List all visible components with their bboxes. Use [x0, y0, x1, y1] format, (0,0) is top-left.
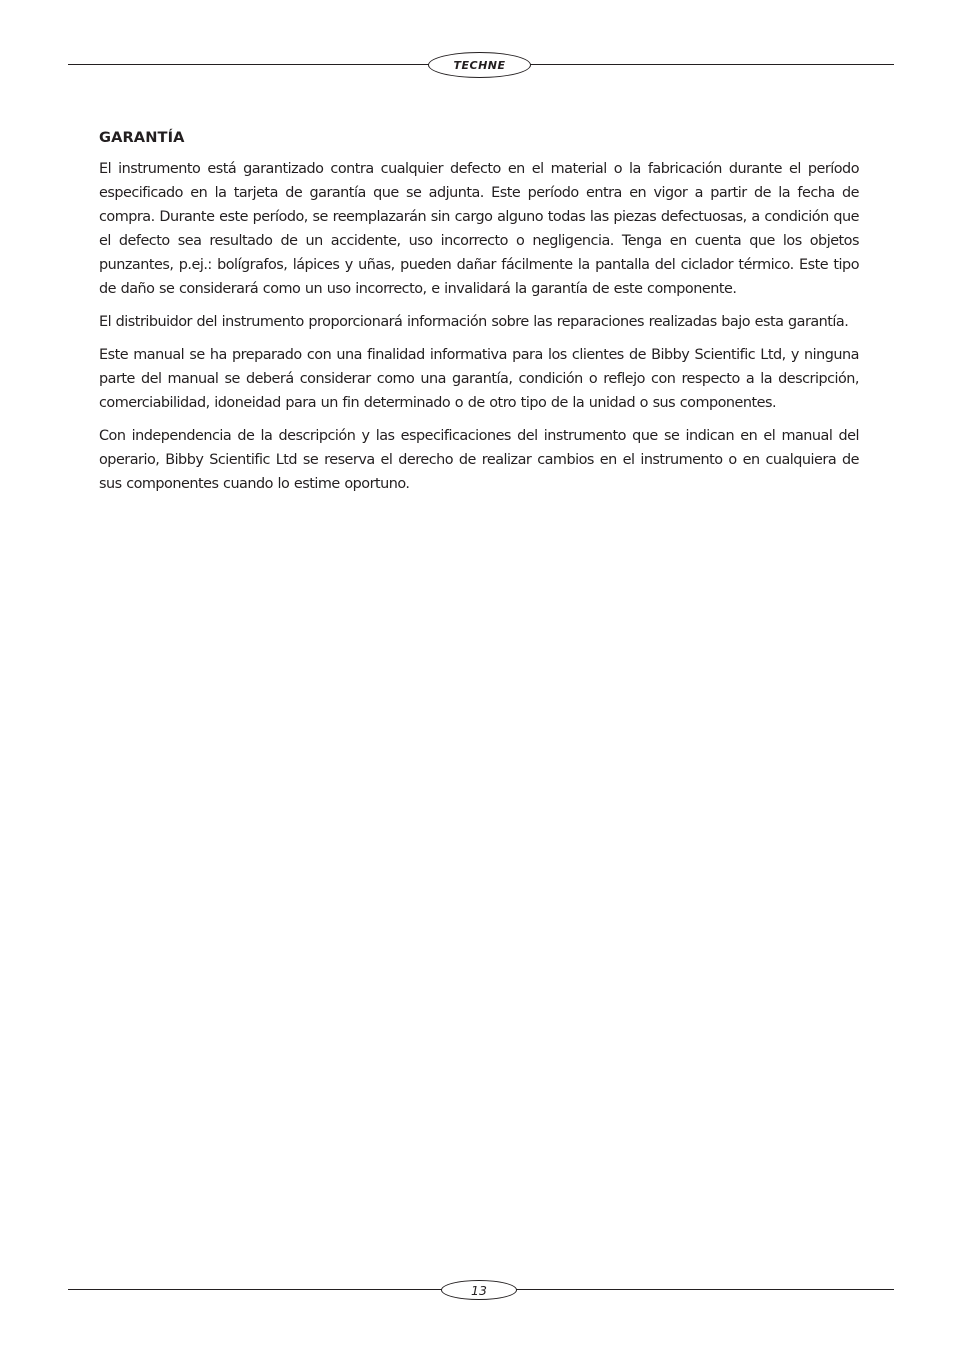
logo-text: TECHNE [453, 58, 506, 72]
page-number: 13 [441, 1280, 517, 1300]
paragraph-distributor-info: El distribuidor del instrumento proporcionará información sobre las reparaciones realizadas bajo esta garantía. [99, 314, 849, 330]
paragraph-right-to-change: Con independencia de la descripción y las especificaciones del instrumento que se indican en el manual del operario, Bibby Scientific Ltd se reserva el derecho de realizar cambios en el instrumento o en cualquiera de sus componentes cuando lo estime oportuno. [99, 428, 859, 492]
paragraph-warranty-terms: El instrumento está garantizado contra cualquier defecto en el material o la fabricación durante el período especificado en la tarjeta de garantía que se adjunta. Este período entra en vigor a partir de la fecha de compra. Durante este período, se reemplazarán sin cargo alguno todas las piezas defectuosas, a condición que el defecto sea resultado de un accidente, uso incorrecto o negligencia. Tenga en cuenta que los objetos punzantes, p.ej.: bolígrafos, lápices y uñas, pueden dañar fácilmente la pantalla del ciclador térmico. Este tipo de daño se considerará como un uso incorrecto, e invalidará la garantía de este componente. [99, 161, 859, 297]
section-title: GARANTÍA [99, 129, 185, 146]
document-body [99, 128, 859, 505]
techne-logo [428, 52, 531, 78]
paragraph-manual-disclaimer: Este manual se ha preparado con una finalidad informativa para los clientes de Bibby Scientific Ltd, y ninguna parte del manual se deberá considerar como una garantía, condición o reflejo con respecto a la descripción, comerciabilidad, idoneidad para un fin determinado o de otro tipo de la unidad o sus componentes. [99, 347, 859, 411]
